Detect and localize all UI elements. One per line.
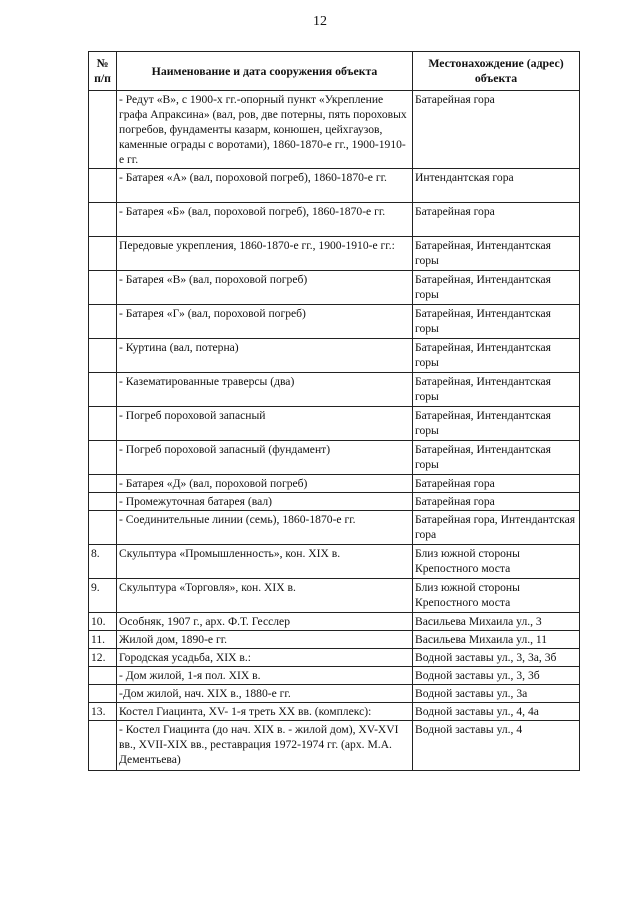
row-number [89,511,117,545]
row-address: Батарейная, Интендантская горы [413,339,580,373]
table-row [89,441,580,475]
row-name: - Костел Гиацинта (до нач. XIX в. - жилой дом), XV-XVI вв., XVII-XIX вв., реставрация 1972-1974 гг. (арх. М.А. Дементьева) [117,721,413,771]
row-address: Батарейная, Интендантская горы [413,305,580,339]
row-address: Батарейная гора [413,475,580,493]
row-number [89,339,117,373]
table-row [89,579,580,613]
table-row [89,407,580,441]
header-name: Наименование и дата сооружения объекта [117,52,413,91]
row-number [89,441,117,475]
row-number [89,721,117,771]
row-name: - Дом жилой, 1-я пол. XIX в. [117,667,413,685]
row-address: Батарейная гора [413,203,580,237]
table-row [89,271,580,305]
row-address: Батарейная, Интендантская горы [413,407,580,441]
table-header-row [89,52,580,91]
row-address: Близ южной стороны Крепостного моста [413,545,580,579]
row-address: Батарейная, Интендантская горы [413,373,580,407]
row-number: 13. [89,703,117,721]
row-address: Васильева Михаила ул., 11 [413,631,580,649]
row-number [89,667,117,685]
row-name: Скульптура «Промышленность», кон. XIX в. [117,545,413,579]
table-row [89,649,580,667]
row-number [89,475,117,493]
row-name: - Батарея «Г» (вал, пороховой погреб) [117,305,413,339]
row-name: Особняк, 1907 г., арх. Ф.Т. Гесслер [117,613,413,631]
row-number [89,271,117,305]
row-number [89,203,117,237]
row-number [89,493,117,511]
row-address: Батарейная гора [413,91,580,169]
row-address: Васильева Михаила ул., 3 [413,613,580,631]
row-address: Батарейная, Интендантская горы [413,441,580,475]
row-address: Батарейная, Интендантская горы [413,237,580,271]
table-row [89,667,580,685]
row-name: - Батарея «Б» (вал, пороховой погреб), 1860-1870-е гг. [117,203,413,237]
table-row [89,475,580,493]
row-address: Водной заставы ул., 3, 3а, 3б [413,649,580,667]
table-row [89,91,580,169]
row-name: - Редут «В», с 1900-х гг.-опорный пункт «Укрепление графа Апраксина» (вал, ров, две потерны, пять пороховых погребов, фундаменты казарм, конюшен, цейхгаузов, каменные ограды с воротами), 1860-1870-е гг., 1900-1910-е гг. [117,91,413,169]
row-name: Передовые укрепления, 1860-1870-е гг., 1900-1910-е гг.: [117,237,413,271]
table-row [89,169,580,203]
row-name: - Батарея «Д» (вал, пороховой погреб) [117,475,413,493]
row-number [89,91,117,169]
table-row [89,305,580,339]
page-number: 12 [313,14,327,29]
row-number [89,305,117,339]
row-name: Жилой дом, 1890-е гг. [117,631,413,649]
table-row [89,493,580,511]
table-row [89,613,580,631]
row-address: Водной заставы ул., 4, 4а [413,703,580,721]
row-number [89,237,117,271]
table-row [89,685,580,703]
row-address: Батарейная, Интендантская горы [413,271,580,305]
row-name: - Казематированные траверсы (два) [117,373,413,407]
row-name: - Погреб пороховой запасный [117,407,413,441]
header-number: № п/п [89,52,117,91]
row-address: Батарейная гора [413,493,580,511]
row-number: 8. [89,545,117,579]
row-number [89,169,117,203]
table-row [89,545,580,579]
row-name: - Соединительные линии (семь), 1860-1870-е гг. [117,511,413,545]
row-number: 12. [89,649,117,667]
row-number: 10. [89,613,117,631]
table-row [89,373,580,407]
row-name: - Батарея «А» (вал, пороховой погреб), 1860-1870-е гг. [117,169,413,203]
table-row [89,721,580,771]
monuments-table [88,51,580,771]
table-row [89,339,580,373]
row-number [89,407,117,441]
table-row [89,237,580,271]
row-name: Костел Гиацинта, XV- 1-я треть XX вв. (комплекс): [117,703,413,721]
row-address: Водной заставы ул., 3, 3б [413,667,580,685]
row-number: 11. [89,631,117,649]
header-address: Местонахождение (адрес) объекта [413,52,580,91]
row-number: 9. [89,579,117,613]
row-address: Водной заставы ул., 4 [413,721,580,771]
row-name: - Промежуточная батарея (вал) [117,493,413,511]
table-row [89,203,580,237]
row-name: - Батарея «В» (вал, пороховой погреб) [117,271,413,305]
row-number [89,373,117,407]
row-name: - Куртина (вал, потерна) [117,339,413,373]
row-name: Городская усадьба, XIX в.: [117,649,413,667]
row-number [89,685,117,703]
row-address: Близ южной стороны Крепостного моста [413,579,580,613]
table-row [89,631,580,649]
table-row [89,511,580,545]
row-address: Батарейная гора, Интендантская гора [413,511,580,545]
row-address: Водной заставы ул., 3а [413,685,580,703]
row-name: -Дом жилой, нач. XIX в., 1880-е гг. [117,685,413,703]
row-name: Скульптура «Торговля», кон. XIX в. [117,579,413,613]
row-address: Интендантская гора [413,169,580,203]
table-row [89,703,580,721]
row-name: - Погреб пороховой запасный (фундамент) [117,441,413,475]
